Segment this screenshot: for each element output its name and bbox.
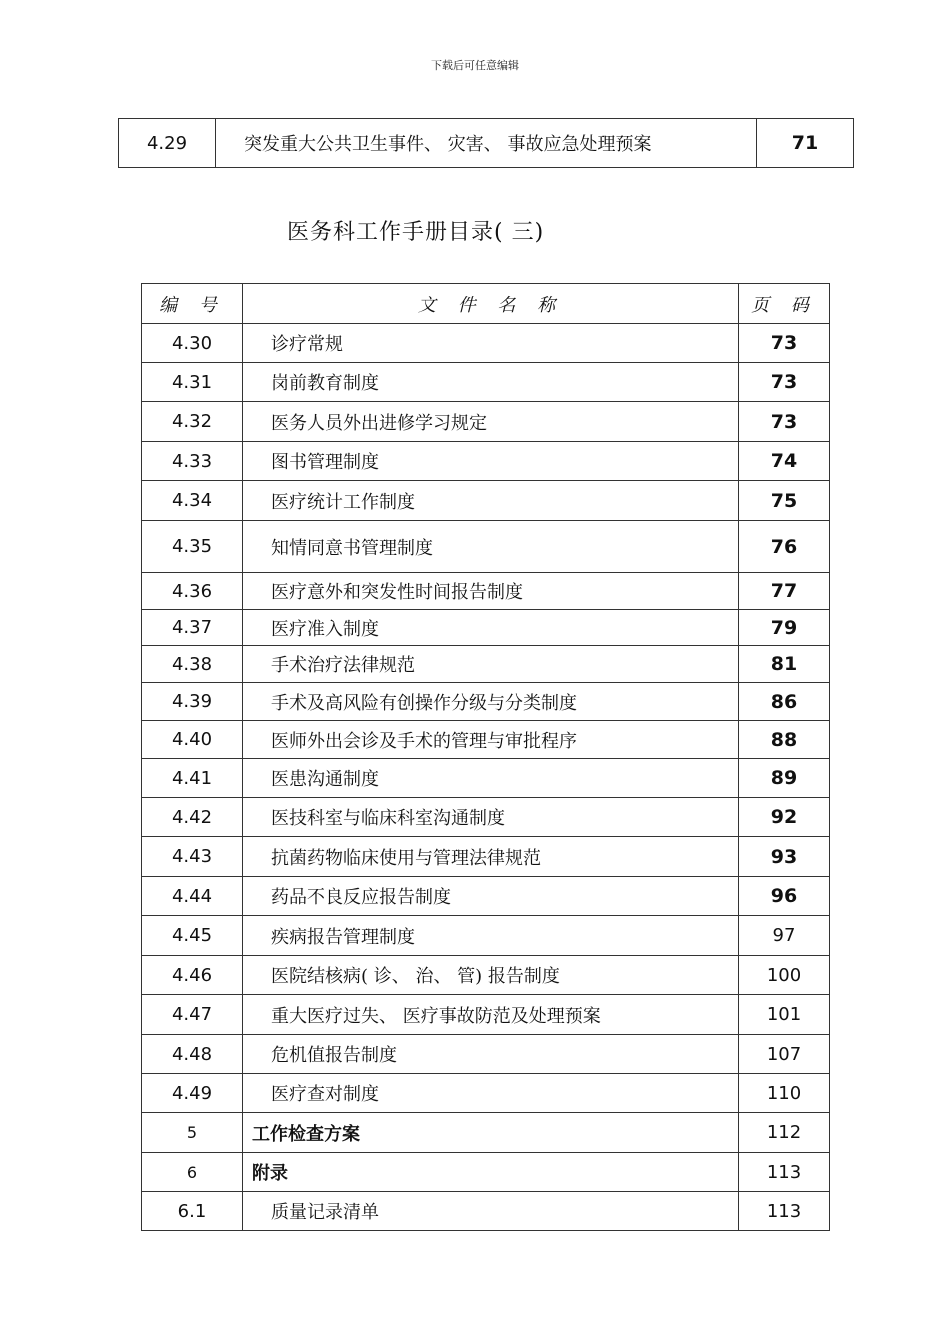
item-name: 医师外出会诊及手术的管理与审批程序 bbox=[243, 721, 739, 759]
item-number: 4.39 bbox=[142, 683, 243, 721]
item-number: 4.47 bbox=[142, 995, 243, 1035]
item-number: 4.40 bbox=[142, 721, 243, 759]
table-row bbox=[142, 442, 830, 481]
item-name: 手术及高风险有创操作分级与分类制度 bbox=[243, 683, 739, 721]
page-header-note: 下载后可任意编辑 bbox=[431, 59, 519, 72]
table-row bbox=[142, 1074, 830, 1113]
item-number: 4.37 bbox=[142, 610, 243, 646]
item-name: 医患沟通制度 bbox=[243, 759, 739, 798]
item-name: 医技科室与临床科室沟通制度 bbox=[243, 798, 739, 837]
table-row bbox=[142, 683, 830, 721]
item-number: 4.41 bbox=[142, 759, 243, 798]
item-number: 4.45 bbox=[142, 916, 243, 956]
item-page: 86 bbox=[739, 683, 830, 721]
item-number: 4.34 bbox=[142, 481, 243, 521]
item-page: 76 bbox=[739, 521, 830, 573]
item-name: 医疗意外和突发性时间报告制度 bbox=[243, 573, 739, 610]
table-row bbox=[142, 1113, 830, 1153]
table-row bbox=[142, 721, 830, 759]
item-page: 75 bbox=[739, 481, 830, 521]
item-number: 6.1 bbox=[142, 1192, 243, 1231]
item-page: 107 bbox=[739, 1035, 830, 1074]
header-number: 编 号 bbox=[142, 284, 243, 324]
item-name: 疾病报告管理制度 bbox=[243, 916, 739, 956]
item-page: 71 bbox=[757, 119, 854, 168]
item-page: 79 bbox=[739, 610, 830, 646]
item-page: 112 bbox=[739, 1113, 830, 1153]
item-page: 93 bbox=[739, 837, 830, 877]
item-name: 手术治疗法律规范 bbox=[243, 646, 739, 683]
item-number: 4.49 bbox=[142, 1074, 243, 1113]
table-row bbox=[142, 798, 830, 837]
item-page: 96 bbox=[739, 877, 830, 916]
table-row bbox=[142, 573, 830, 610]
item-number: 4.35 bbox=[142, 521, 243, 573]
item-page: 74 bbox=[739, 442, 830, 481]
table-row bbox=[142, 521, 830, 573]
item-number: 4.48 bbox=[142, 1035, 243, 1074]
table-row bbox=[142, 610, 830, 646]
item-page: 113 bbox=[739, 1192, 830, 1231]
header-name: 文 件 名 称 bbox=[243, 284, 739, 324]
item-name: 岗前教育制度 bbox=[243, 363, 739, 402]
item-page: 97 bbox=[739, 916, 830, 956]
table-row bbox=[142, 324, 830, 363]
item-page: 110 bbox=[739, 1074, 830, 1113]
item-number: 4.38 bbox=[142, 646, 243, 683]
item-page: 101 bbox=[739, 995, 830, 1035]
item-name: 医疗查对制度 bbox=[243, 1074, 739, 1113]
item-number: 4.29 bbox=[119, 119, 216, 168]
table-row bbox=[142, 877, 830, 916]
item-name: 知情同意书管理制度 bbox=[243, 521, 739, 573]
table-row bbox=[142, 837, 830, 877]
item-name: 医院结核病( 诊、 治、 管) 报告制度 bbox=[243, 956, 739, 995]
item-page: 73 bbox=[739, 363, 830, 402]
item-number: 6 bbox=[142, 1153, 243, 1192]
item-page: 81 bbox=[739, 646, 830, 683]
item-name: 工作检查方案 bbox=[243, 1113, 739, 1153]
section-title: 医务科工作手册目录( 三) bbox=[287, 220, 545, 245]
table-row bbox=[142, 481, 830, 521]
item-name: 突发重大公共卫生事件、 灾害、 事故应急处理预案 bbox=[216, 119, 757, 168]
table-row bbox=[142, 1153, 830, 1192]
item-name: 药品不良反应报告制度 bbox=[243, 877, 739, 916]
item-page: 73 bbox=[739, 324, 830, 363]
table-row bbox=[142, 402, 830, 442]
item-name: 诊疗常规 bbox=[243, 324, 739, 363]
item-number: 4.31 bbox=[142, 363, 243, 402]
table-row bbox=[142, 956, 830, 995]
item-number: 4.43 bbox=[142, 837, 243, 877]
table-row bbox=[142, 646, 830, 683]
table-row bbox=[142, 759, 830, 798]
item-page: 73 bbox=[739, 402, 830, 442]
item-name: 抗菌药物临床使用与管理法律规范 bbox=[243, 837, 739, 877]
table-row bbox=[119, 119, 854, 168]
table-row bbox=[142, 1035, 830, 1074]
table-header-row bbox=[142, 284, 830, 324]
item-number: 5 bbox=[142, 1113, 243, 1153]
table-row bbox=[142, 363, 830, 402]
item-page: 88 bbox=[739, 721, 830, 759]
item-number: 4.33 bbox=[142, 442, 243, 481]
item-page: 100 bbox=[739, 956, 830, 995]
item-page: 77 bbox=[739, 573, 830, 610]
item-name: 质量记录清单 bbox=[243, 1192, 739, 1231]
item-name: 医疗准入制度 bbox=[243, 610, 739, 646]
toc-body bbox=[142, 324, 830, 1231]
item-name: 图书管理制度 bbox=[243, 442, 739, 481]
item-number: 4.42 bbox=[142, 798, 243, 837]
item-name: 医务人员外出进修学习规定 bbox=[243, 402, 739, 442]
item-page: 113 bbox=[739, 1153, 830, 1192]
item-name: 重大医疗过失、 医疗事故防范及处理预案 bbox=[243, 995, 739, 1035]
item-number: 4.30 bbox=[142, 324, 243, 363]
table-row bbox=[142, 916, 830, 956]
table-row bbox=[142, 995, 830, 1035]
item-name: 医疗统计工作制度 bbox=[243, 481, 739, 521]
toc-table bbox=[141, 283, 830, 1231]
item-number: 4.46 bbox=[142, 956, 243, 995]
item-name: 危机值报告制度 bbox=[243, 1035, 739, 1074]
item-name: 附录 bbox=[243, 1153, 739, 1192]
table-row bbox=[142, 1192, 830, 1231]
continued-toc-table bbox=[118, 118, 854, 168]
item-number: 4.32 bbox=[142, 402, 243, 442]
header-page: 页 码 bbox=[739, 284, 830, 324]
item-page: 89 bbox=[739, 759, 830, 798]
item-page: 92 bbox=[739, 798, 830, 837]
item-number: 4.36 bbox=[142, 573, 243, 610]
item-number: 4.44 bbox=[142, 877, 243, 916]
